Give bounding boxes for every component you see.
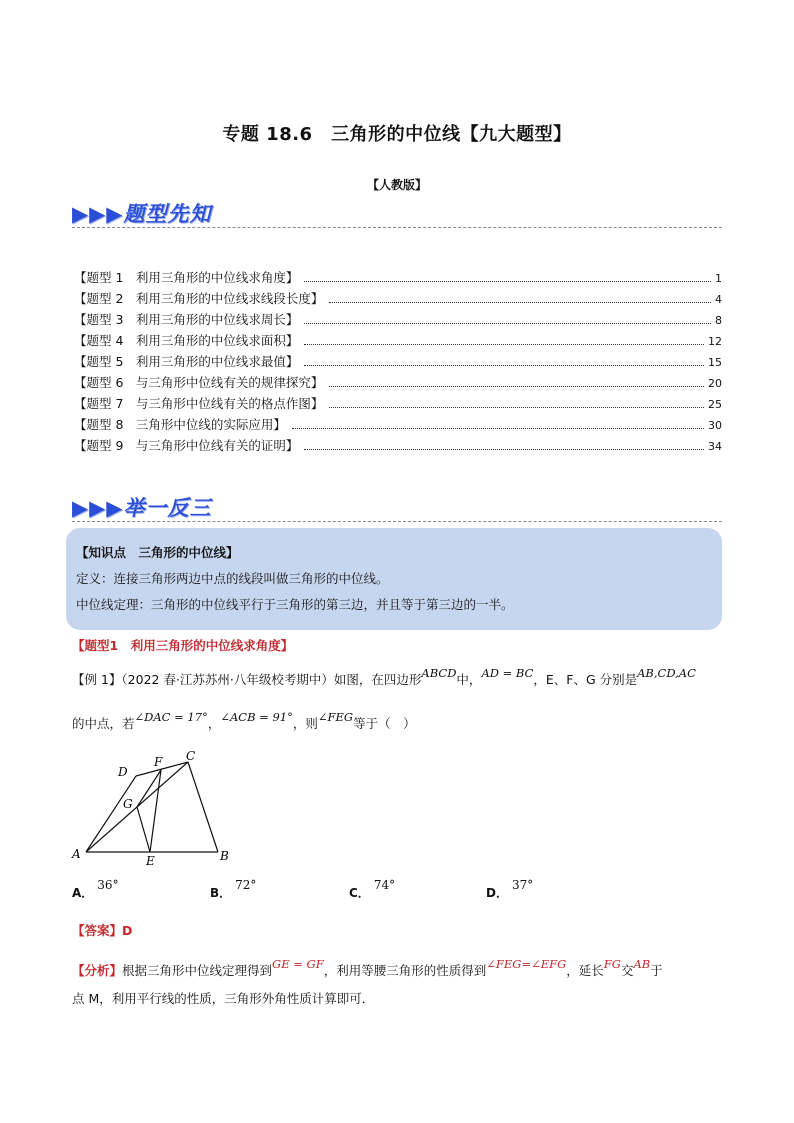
analysis-text: ，利用等腰三角形的性质得到 (323, 963, 487, 978)
math-expr: ABCD (421, 666, 457, 680)
toc-item-label: 【题型 7 与三角形中位线有关的格点作图】 (74, 396, 324, 411)
math-expr: ∠ACB = 91° (220, 710, 293, 724)
toc-page-number: 12 (708, 335, 722, 348)
toc-item[interactable] (74, 394, 722, 415)
math-expr: FG (603, 957, 621, 971)
math-expr: ∠FEG (317, 710, 354, 724)
analysis-line-1 (72, 957, 724, 985)
choice-letter: C． (349, 886, 370, 900)
toc-item-label: 【题型 1 利用三角形的中位线求角度】 (74, 270, 299, 285)
choice-c[interactable] (349, 878, 396, 901)
page-title: 专题 18.6 三角形的中位线【九大题型】 (222, 124, 572, 145)
example-text: ，则 (292, 716, 318, 731)
point-label-c: C (186, 749, 196, 763)
toc-page-number: 25 (708, 398, 722, 411)
toc-page-number: 30 (708, 419, 722, 432)
figure-lines (86, 762, 218, 852)
choice-value: 37° (511, 878, 534, 892)
toc-page-number: 4 (715, 293, 722, 306)
toc-item[interactable] (74, 436, 722, 457)
example-text: ， (207, 716, 221, 731)
knowledge-title: 【知识点 三角形的中位线】 (76, 545, 239, 560)
toc-leader (329, 302, 711, 303)
analysis-text: 根据三角形中位线定理得到 (122, 963, 273, 978)
toc-page-number: 20 (708, 377, 722, 390)
section-banner-practice (72, 492, 722, 524)
analysis-text: ，延长 (566, 963, 604, 978)
section-banner-preview (72, 198, 722, 230)
toc-item-label: 【题型 4 利用三角形的中位线求面积】 (74, 333, 299, 348)
choice-b[interactable] (210, 878, 257, 901)
example-problem (72, 666, 724, 734)
table-of-contents (74, 268, 722, 457)
math-expr: ∠FEG=∠EFG (486, 957, 567, 971)
point-label-f: F (154, 755, 163, 769)
toc-leader (304, 449, 704, 450)
choice-value: 36° (97, 878, 119, 892)
toc-leader (304, 365, 704, 366)
answer-value: D (122, 923, 133, 938)
toc-item-label: 【题型 5 利用三角形的中位线求最值】 (74, 354, 299, 369)
segment-ef (150, 770, 161, 852)
toc-leader (304, 323, 711, 324)
knowledge-box (66, 528, 722, 630)
point-label-a: A (72, 847, 81, 861)
banner-text: ▶▶▶举一反三 (72, 495, 212, 520)
toc-item-label: 【题型 9 与三角形中位线有关的证明】 (74, 438, 299, 453)
example-text: 【例 1】（2022 春·江苏苏州·八年级校考期中）如图，在四边形 (72, 672, 422, 687)
point-label-e: E (146, 854, 155, 868)
point-label-b: B (220, 849, 229, 863)
example-text: 中， (456, 672, 482, 687)
point-label-d: D (118, 765, 128, 779)
choice-letter: A． (72, 886, 94, 900)
geometry-figure (68, 748, 238, 868)
choice-letter: D． (486, 886, 508, 900)
choice-d[interactable] (486, 878, 534, 901)
toc-item[interactable] (74, 268, 722, 289)
edition-label: 【人教版】 (366, 178, 427, 192)
toc-page-number: 1 (715, 272, 722, 285)
toc-item[interactable] (74, 415, 722, 436)
point-label-g: G (123, 797, 133, 811)
toc-page-number: 8 (715, 314, 722, 327)
toc-item[interactable] (74, 331, 722, 352)
math-expr: GE = GF (272, 957, 324, 971)
segment-cb (188, 762, 218, 852)
answer-label: 【答案】 (72, 923, 123, 938)
choice-value: 72° (235, 878, 257, 892)
toc-leader (292, 428, 704, 429)
toc-item-label: 【题型 3 利用三角形的中位线求周长】 (74, 312, 299, 327)
choice-a[interactable] (72, 878, 119, 901)
toc-item[interactable] (74, 373, 722, 394)
toc-page-number: 15 (708, 356, 722, 369)
example-line-1 (72, 666, 724, 690)
choice-value: 74° (373, 878, 396, 892)
toc-item[interactable] (74, 289, 722, 310)
toc-leader (329, 407, 704, 408)
example-text: 等于（ ） (353, 716, 416, 731)
banner-divider (72, 227, 722, 228)
toc-item[interactable] (74, 352, 722, 373)
toc-item-label: 【题型 2 利用三角形的中位线求线段长度】 (74, 291, 324, 306)
math-expr: ∠DAC = 17° (134, 710, 208, 724)
analysis-block (72, 957, 724, 1013)
banner-text: ▶▶▶题型先知 (72, 201, 212, 226)
example-line-2 (72, 710, 724, 734)
math-expr: AD = BC (481, 666, 534, 680)
toc-item-label: 【题型 6 与三角形中位线有关的规律探究】 (74, 375, 324, 390)
math-expr: AB,CD,AC (637, 666, 696, 680)
toc-leader (304, 281, 711, 282)
analysis-text: 交 (620, 963, 634, 978)
math-expr: AB (633, 957, 651, 971)
analysis-line-2: 点 M，利用平行线的性质，三角形外角性质计算即可． (72, 991, 375, 1006)
knowledge-definition: 定义：连接三角形两边中点的线段叫做三角形的中位线。 (76, 571, 389, 586)
example-text: ，E、F、G 分别是 (533, 672, 638, 687)
toc-leader (304, 344, 704, 345)
choice-letter: B． (210, 886, 232, 900)
analysis-label: 【分析】 (72, 963, 123, 978)
banner-divider (72, 521, 722, 522)
type1-heading: 【题型1 利用三角形的中位线求角度】 (72, 638, 294, 653)
segment-ge (137, 807, 150, 852)
answer-line (72, 921, 132, 939)
analysis-text: 于 (650, 963, 663, 978)
toc-leader (329, 386, 704, 387)
example-text: 的中点，若 (72, 716, 135, 731)
toc-item-label: 【题型 8 三角形中位线的实际应用】 (74, 417, 286, 432)
toc-page-number: 34 (708, 440, 722, 453)
knowledge-theorem: 中位线定理：三角形的中位线平行于三角形的第三边，并且等于第三边的一半。 (76, 597, 514, 612)
toc-item[interactable] (74, 310, 722, 331)
